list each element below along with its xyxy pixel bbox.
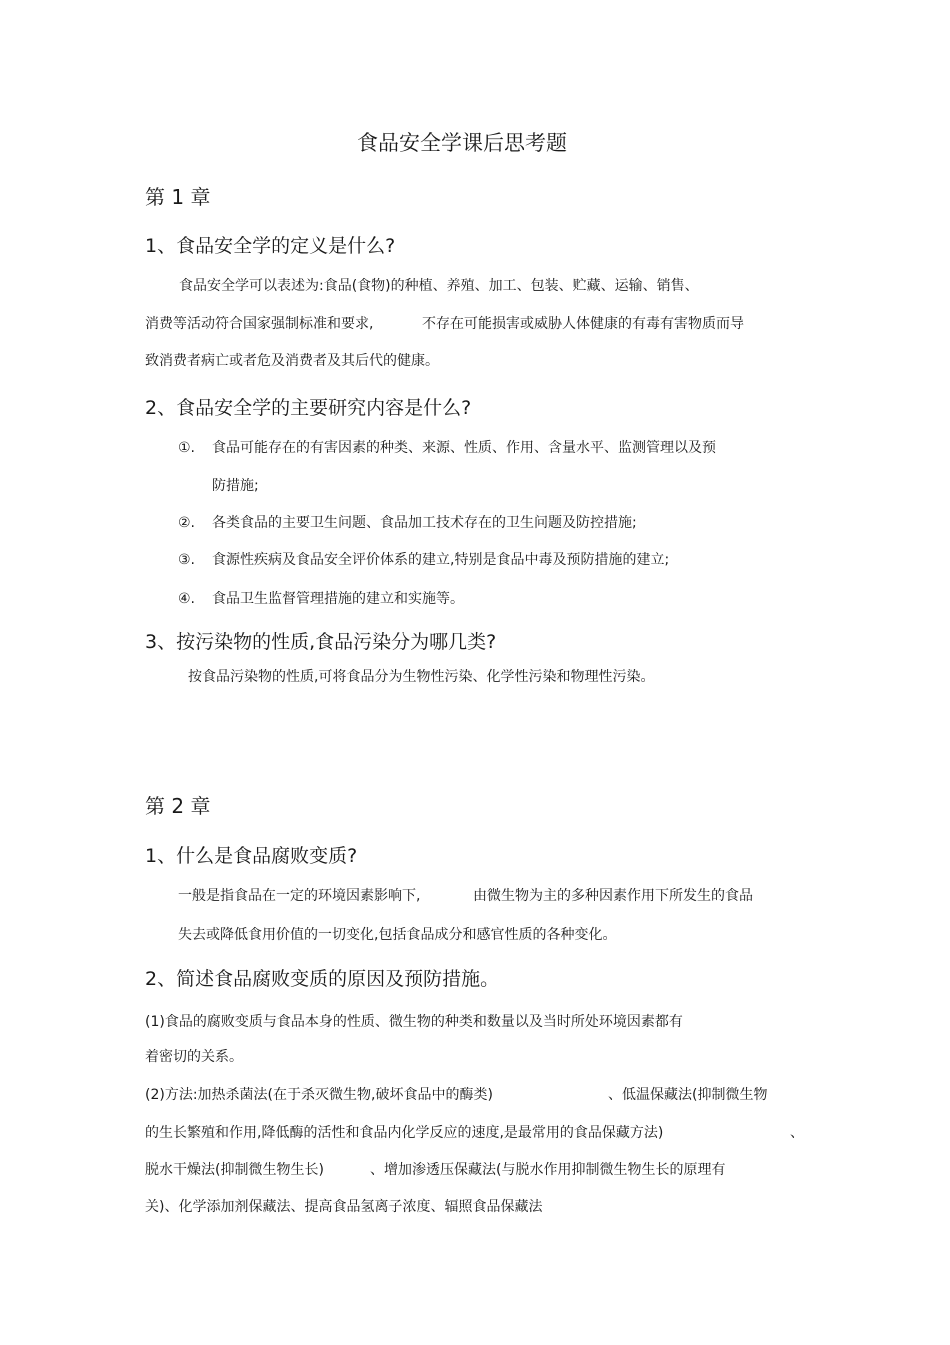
chapter-1-heading: 第 1 章 (145, 185, 211, 209)
ch2-q1-answer-line: 失去或降低食用价值的一切变化,包括食品成分和感官性质的各种变化。 (178, 927, 617, 943)
ch1-q1-answer-line: 食品安全学可以表述为:食品(食物)的种植、养殖、加工、包装、贮藏、运输、销售、 (179, 278, 699, 294)
ch1-q1-answer-line: 致消费者病亡或者危及消费者及其后代的健康。 (145, 353, 439, 369)
ch2-q2-paragraph-line: 脱水干燥法(抑制微生物生长) (145, 1162, 324, 1178)
ch1-q3-answer: 按食品污染物的性质,可将食品分为生物性污染、化学性污染和物理性污染。 (188, 669, 655, 685)
list-item-number: ③. (178, 552, 196, 568)
ch2-q2-paragraph-line: 关)、化学添加剂保藏法、提高食品氢离子浓度、辐照食品保藏法 (145, 1199, 543, 1215)
list-item-number: ④. (178, 591, 196, 607)
ch2-q2-paragraph-line: (2)方法:加热杀菌法(在于杀灭微生物,破坏食品中的酶类) (145, 1087, 493, 1103)
list-item-text: 防措施; (212, 478, 259, 494)
ch1-question-1: 1、食品安全学的定义是什么? (145, 235, 396, 257)
list-item-text: 食源性疾病及食品安全评价体系的建立,特别是食品中毒及预防措施的建立; (212, 552, 670, 568)
ch1-q1-answer-line: 消费等活动符合国家强制标准和要求, (145, 316, 374, 332)
page-title: 食品安全学课后思考题 (357, 131, 567, 155)
ch2-q1-answer-line: 由微生物为主的多种因素作用下所发生的食品 (473, 888, 753, 904)
ch2-q2-paragraph-line: 、增加渗透压保藏法(与脱水作用抑制微生物生长的原理有 (370, 1162, 726, 1178)
ch2-q2-paragraph-line: 着密切的关系。 (145, 1049, 243, 1065)
ch1-question-3: 3、按污染物的性质,食品污染分为哪几类? (145, 631, 497, 653)
ch2-q1-answer-line: 一般是指食品在一定的环境因素影响下, (178, 888, 421, 904)
list-item-number: ②. (178, 515, 196, 531)
list-item-text: 食品卫生监督管理措施的建立和实施等。 (212, 591, 464, 607)
list-item-text: 食品可能存在的有害因素的种类、来源、性质、作用、含量水平、监测管理以及预 (212, 440, 716, 456)
ch2-q2-paragraph-line: 、低温保藏法(抑制微生物 (608, 1087, 768, 1103)
list-item-text: 各类食品的主要卫生问题、食品加工技术存在的卫生问题及防控措施; (212, 515, 637, 531)
ch1-q1-answer-line: 不存在可能损害或威胁人体健康的有毒有害物质而导 (422, 316, 744, 332)
chapter-2-heading: 第 2 章 (145, 794, 211, 818)
ch2-q2-paragraph-line: (1)食品的腐败变质与食品本身的性质、微生物的种类和数量以及当时所处环境因素都有 (145, 1014, 683, 1030)
ch2-q2-paragraph-line: 的生长繁殖和作用,降低酶的活性和食品内化学反应的速度,是最常用的食品保藏方法) (145, 1125, 664, 1141)
ch2-q2-paragraph-line: 、 (790, 1125, 804, 1141)
list-item-number: ①. (178, 440, 196, 456)
ch2-question-1: 1、什么是食品腐败变质? (145, 845, 358, 867)
ch2-question-2: 2、简述食品腐败变质的原因及预防措施。 (145, 968, 500, 990)
ch1-question-2: 2、食品安全学的主要研究内容是什么? (145, 397, 472, 419)
